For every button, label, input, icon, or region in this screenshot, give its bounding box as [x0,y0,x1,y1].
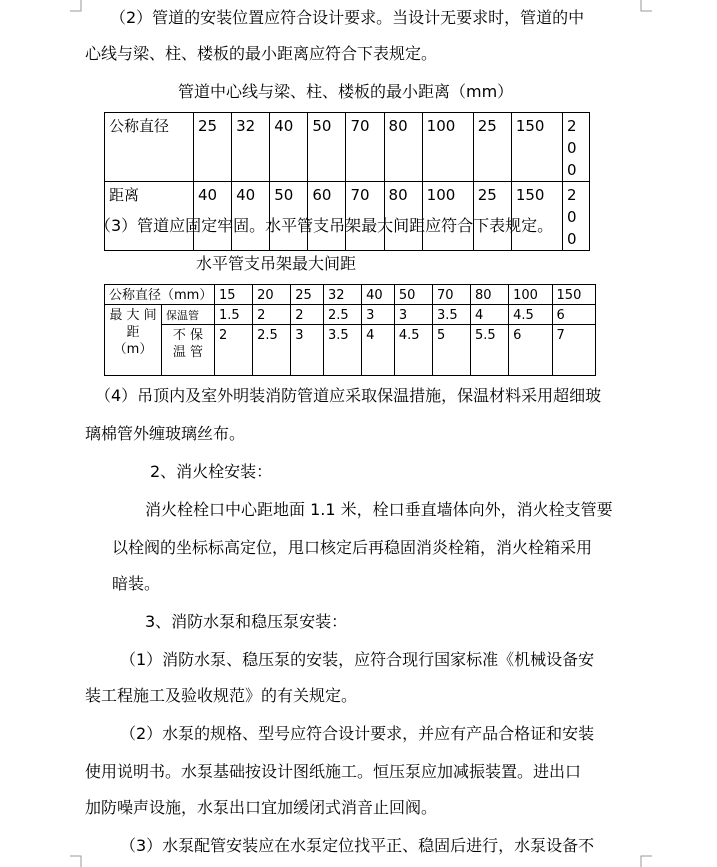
table-cell: 70 [346,113,384,182]
table-cell: 100 [509,285,552,305]
paragraph-line: （4）吊顶内及室外明装消防管道应采取保温措施，保温材料采用超细玻 [95,386,602,405]
table-cell: 公称直径 [105,113,194,182]
page-corner-mark-top-right [640,0,652,12]
table-cell: 1.5 [215,305,253,325]
table-cell: 80 [471,285,509,305]
table-cell: 25 [473,182,511,251]
table-cell: 2.5 [323,305,361,325]
table-cell: 4 [362,325,395,376]
table-cell: 2 [253,305,291,325]
table-cell: 2 [291,305,324,325]
table-cell: 5 [432,325,470,376]
paragraph-line: 加防噪声设施，水泵出口宜加缓闭式消音止回阀。 [85,798,438,817]
paragraph-line: 心线与梁、柱、楼板的最小距离应符合下表规定。 [85,44,438,63]
table-cell: 最 大 间 距 （m） [105,305,162,376]
table-cell: 200 [563,113,590,182]
table-cell: 80 [384,113,422,182]
table-cell: 50 [394,285,432,305]
paragraph-line: 消火栓栓口中心距地面 1.1 米，栓口垂直墙体向外，消火栓支管要 [145,500,613,519]
table-cell: 70 [346,182,384,251]
table-cell: 25 [291,285,324,305]
page-corner-mark-top-left [70,0,82,12]
section-heading: 3、消防水泵和稳压泵安装： [145,612,348,631]
table-cell: 2.5 [253,325,291,376]
table-cell: 25 [473,113,511,182]
table-cell: 150 [511,182,562,251]
table-cell: 3.5 [432,305,470,325]
paragraph-line: 使用说明书。水泵基础按设计图纸施工。恒压泵应加减振装置。进出口 [85,762,582,781]
support-spacing-table [104,284,596,376]
table-cell: 40 [362,285,395,305]
paragraph-line: （1）消防水泵、稳压泵的安装，应符合现行国家标准《机械设备安 [120,650,595,669]
table-cell: 100 [422,182,473,251]
table-cell: 70 [432,285,470,305]
table-cell: 3 [362,305,395,325]
table-row [105,325,596,376]
table-row [105,285,596,305]
table-cell: 40 [232,182,270,251]
table-cell: 公称直径（mm） [105,285,215,305]
table-cell: 150 [511,113,562,182]
table-cell: 3 [291,325,324,376]
table-cell: 15 [215,285,253,305]
paragraph-line: 璃棉管外缠玻璃丝布。 [85,424,246,443]
table-cell: 20 [253,285,291,305]
table-cell: 4.5 [509,305,552,325]
table-title: 管道中心线与梁、柱、楼板的最小距离（mm） [178,82,514,101]
paragraph-line: 装工程施工及验收规范》的有关规定。 [85,686,358,705]
table-cell: 不 保 温 管 [162,325,215,376]
table-cell: 4.5 [394,325,432,376]
table-cell: 保温管 [162,305,215,325]
table-cell: 32 [323,285,361,305]
table-row [105,305,596,325]
paragraph-line: 暗装。 [112,574,161,593]
page-corner-mark-bottom-left [70,855,82,867]
table-cell: 80 [384,182,422,251]
table-cell: 2 [215,325,253,376]
table-cell: 6 [552,305,595,325]
paragraph-line: 以栓阀的坐标标高定位，甩口核定后再稳固消炎栓箱，消火栓箱采用 [112,538,593,557]
table-cell: 40 [270,113,308,182]
table-cell: 40 [194,182,232,251]
table-title: 水平管支吊架最大间距 [196,254,357,273]
table-cell: 150 [552,285,595,305]
table-cell: 25 [194,113,232,182]
table-cell: 3 [394,305,432,325]
paragraph-line: （3）水泵配管安装应在水泵定位找平正、稳固后进行，水泵设备不 [120,836,595,855]
table-cell: 3.5 [323,325,361,376]
paragraph-line: （3）管道应固定牢固。水平管支吊架最大间距应符合下表规定。 [95,216,554,235]
table-cell: 50 [308,113,346,182]
paragraph-line: （2）管道的安装位置应符合设计要求。当设计无要求时，管道的中 [110,8,585,27]
table-cell: 6 [509,325,552,376]
table-cell: 32 [232,113,270,182]
paragraph-line: （2）水泵的规格、型号应符合设计要求，并应有产品合格证和安装 [120,724,595,743]
table-cell: 50 [270,182,308,251]
table-cell: 100 [422,113,473,182]
table-row [105,113,590,182]
table-cell: 距离 [105,182,194,251]
section-heading: 2、消火栓安装： [150,462,273,481]
table-cell: 200 [563,182,590,251]
table-cell: 5.5 [471,325,509,376]
table-cell: 7 [552,325,595,376]
table-cell: 4 [471,305,509,325]
table-cell: 60 [308,182,346,251]
page-corner-mark-bottom-right [640,855,652,867]
